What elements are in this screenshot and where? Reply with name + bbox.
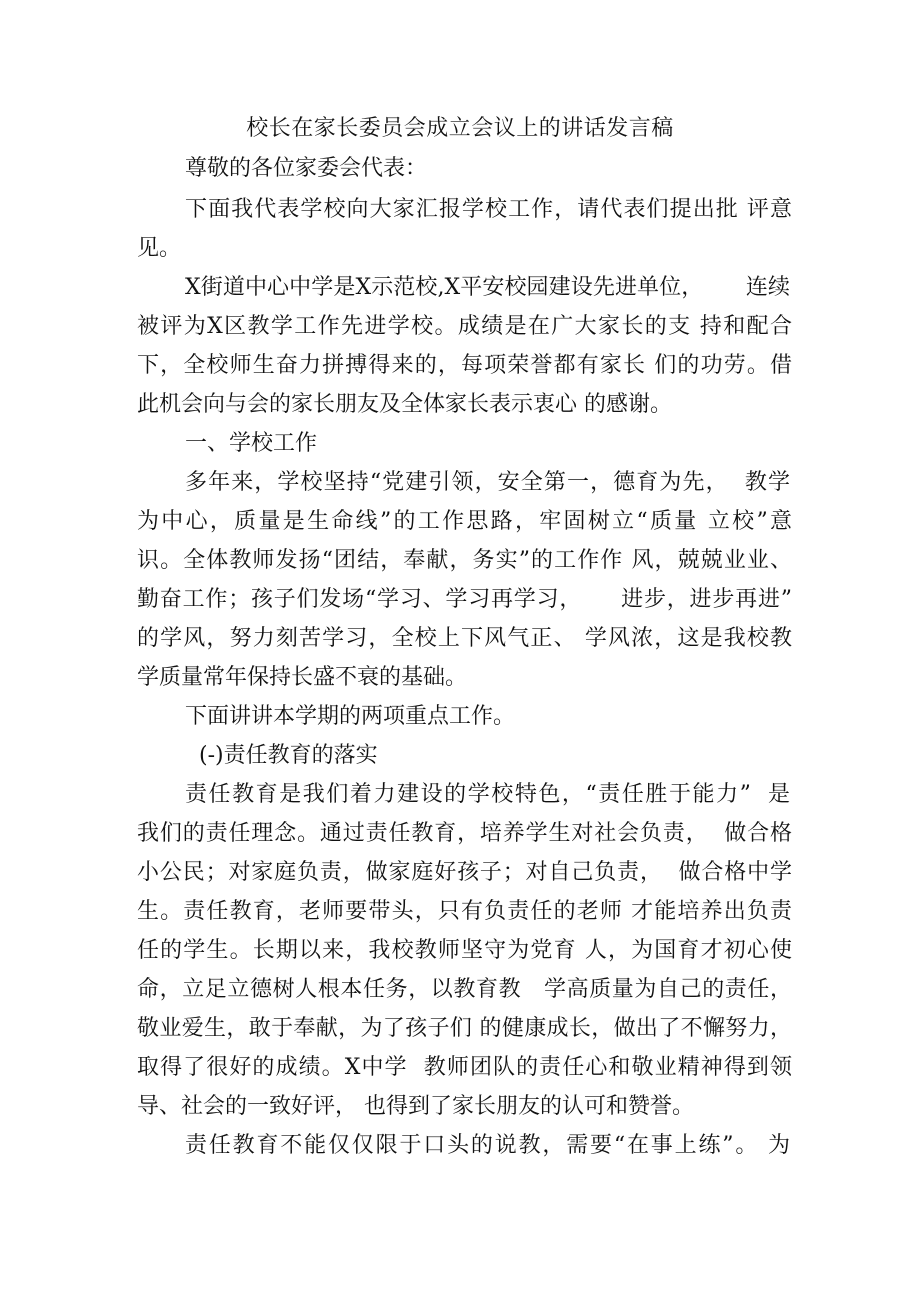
paragraph-line: 多年来，学校坚持“党建引领，安全第一，德育为先， 教学 (185, 470, 790, 495)
paragraph-line: 见。 (137, 236, 182, 261)
paragraph-line: 下面我代表学校向大家汇报学校工作，请代表们提出批 评意 (185, 197, 792, 222)
document-title: 校长在家长委员会成立会议上的讲话发言稿 (246, 116, 674, 141)
paragraph-line: 责任教育是我们着力建设的学校特色，“责任胜于能力” 是 (185, 782, 790, 807)
paragraph-line: 为中心，质量是生命线”的工作思路，牢固树立“质量 立校”意 (137, 509, 792, 534)
paragraph-line: 责任教育不能仅仅限于口头的说教，需要“在事上练”。 为 (185, 1133, 790, 1158)
paragraph-line: X街道中心中学是X示范校,X平安校园建设先进单位， 连续 (185, 275, 790, 300)
paragraph-line: 勤奋工作；孩子们发场“学习、学习再学习， 进步，进步再进” (137, 587, 792, 612)
paragraph-line: 导、社会的一致好评， 也得到了家长朋友的认可和赞誉。 (137, 1094, 694, 1119)
subsection-heading: (-)责任教育的落实 (199, 743, 378, 768)
paragraph-line: 此机会向与会的家长朋友及全体家长表示衷心 的感谢。 (137, 392, 672, 417)
paragraph-line: 的学风，努力刻苦学习，全校上下风气正、 学风浓，这是我校教 (137, 626, 792, 651)
paragraph-line: 取得了很好的成绩。X中学 教师团队的责任心和敬业精神得到领 (137, 1055, 792, 1080)
paragraph-line: 小公民；对家庭负责，做家庭好孩子；对自己负责， 做合格中学 (137, 860, 792, 885)
paragraph-line: 敬业爱生，敢于奉献，为了孩子们 的健康成长，做出了不懈努力， (137, 1016, 792, 1041)
salutation: 尊敬的各位家委会代表： (185, 156, 428, 181)
paragraph-line: 下，全校师生奋力拼搏得来的，每项荣誉都有家长 们的功劳。借 (137, 353, 792, 378)
paragraph-line: 命，立足立德树人根本任务，以教育教 学高质量为自己的责任， (137, 977, 792, 1002)
paragraph-line: 生。责任教育，老师要带头，只有负责任的老师 才能培养出负责 (137, 899, 792, 924)
paragraph-line: 我们的责任理念。通过责任教育，培养学生对社会负责， 做合格 (137, 821, 792, 846)
paragraph-line: 识。全体教师发扬“团结，奉献，务实”的工作作 风，兢兢业业、 (137, 548, 792, 573)
paragraph-line: 下面讲讲本学期的两项重点工作。 (185, 704, 516, 729)
section-heading: 一、学校工作 (185, 431, 318, 456)
paragraph-line: 被评为X区教学工作先进学校。成绩是在广大家长的支 持和配合 (137, 314, 792, 339)
paragraph-line: 学质量常年保持长盛不衰的基础。 (137, 665, 468, 690)
paragraph-line: 任的学生。长期以来，我校教师坚守为党育 人，为国育才初心使 (137, 938, 792, 963)
